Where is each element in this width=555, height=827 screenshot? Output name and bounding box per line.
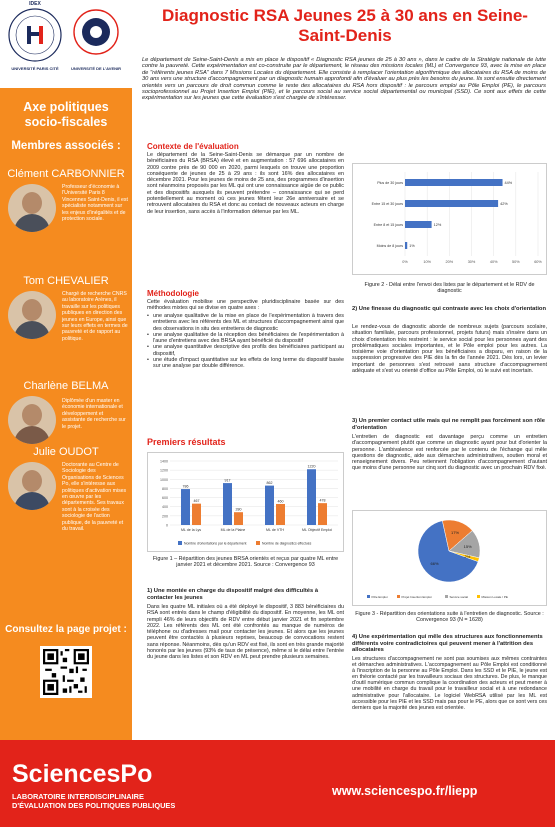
data-label: 917 [224,478,231,483]
member-bio: Doctorante au Centre de Sociologie des Organisations de Sciences Po, elle s'intéresse aux politiques d'activation mises en œuvre par les départements. Ses travaux sont à la croisée des sociologie de l'action publique, de la pauvreté et du travail. [62,462,127,533]
method-item: • une analyse qualitative de la réception des bénéficiaires de l'expérimentation à l'aune d'entretiens avec des BRSA ayant bénéficié du dispositif [147,332,344,345]
result-4-text: Les structures d'accompagnement ne sont pas soumises aux mêmes contraintes et démarches administratives. L'accompagnement au Pôle Emploi est conditionné à l'inscription de la personne au Pôle Emploi. Dans les SSD et le PIE, le jeune est en théorie contacté par les travailleurs sociaux des structures. De plus, le manque d'outil numérique commun complique la coordination des acteurs et peut mener à une mobilité en charge du travail pour le travailleur social et à une redondance administrative pour l'allocataire. Le logiciel WebRSA utilisé par les ML est accessible pour les PIE et les SSD mais pas pour le PE, alors que ce sont vers ces derniers que la majorité des jeunes est orientée. [352,656,547,711]
idex-logo [6,6,64,64]
result-3-heading: 3) Un premier contact utile mais qui ne remplit pas forcément son rôle d'orientation [352,418,545,431]
data-label: 44% [504,181,513,185]
data-label: 15% [463,543,472,549]
x-tick-label: 30% [467,260,476,264]
x-tick-label: ML Objectif Emploi [301,528,333,532]
logo-area [0,0,132,88]
bar-chart-fig1 [148,453,343,551]
method-heading: Méthodologie [147,289,199,298]
x-tick-label: 40% [489,260,498,264]
consult-text: Consultez la page projet : [5,624,127,635]
method-item: • une analyse qualitative de la mise en place de l'expérimentation à travers des entretiens avec les référents des ML et structures d'accompagnement ainsi que des observations in situ des entretiens de diagnostic [147,313,344,332]
result-2-text: Le rendez-vous de diagnostic aborde de nombreux sujets (parcours scolaire, situation familiale, parcours professionnel, projets futurs) mais s'insère dans un choix d'orientation très restreint : le service social pour les personnes ayant des problématiques sociales importantes, et le Pôle emploi pour les autres. La troisième voie d'orientation pour les bénéficiaires a disparu, en raison de la suppression progressive des PIE dès la fin de l'année 2021. Dès lors, un levier important de personnes s'est retrouvé sans structure d'accompagnement adéquate et s'est vu orienté d'office au Pôle Emploi, où le suivi est incertain. [352,324,547,375]
university-logo [70,6,122,64]
bar [405,200,498,207]
legend-swatch [367,595,370,598]
pie-chart-fig3 [353,511,546,605]
data-label: 786 [182,484,189,489]
idex-logo-text: UNIVERSITÉ PARIS CITÉ [11,66,59,71]
data-label: 862 [266,481,273,486]
bar [405,242,407,249]
member-bio: Professeur d'économie à l'Université Paris 8 Vincennes Saint-Denis, il est spécialiste notamment sur les enjeux d'inégalités et de protection sociale. [62,184,128,223]
member-photo [8,184,56,232]
figure-3-caption: Figure 3 - Répartition des orientations suite à l'entretien de diagnostic. Source : Convergence 93 (N = 1628) [355,611,544,624]
method-list [147,313,344,370]
context-text: Le département de la Seine-Saint-Denis se démarque par un nombre de bénéficiaires du RSA (BRSA) élevé et en augmentation : 57 696 allocataires en 2009 contre près de 90 000 en 2020, parmi lesquels on trouve une proportion conséquente de jeunes de 25 à 29 ans : ils sont 16% des allocataires en décembre 2021. Pour les jeunes de moins de 25 ans, des programmes d'insertion sont néanmoins proposés par les ML qui ont une connaissance aigüe de ce public et des dispositifs auxquels ils peuvent prétendre – connaissance qui se perd potentiellement au moment où ces jeunes fêtent leur 26e anniversaire et se retrouvent allocataires du RSA et donc au contact de nouveaux acteurs en charge de leur insertion, sans accès à l'information détenue par les ML. [147,152,344,215]
sidebar [0,88,132,740]
website-link[interactable]: www.sciencespo.fr/liepp [332,784,478,798]
member-photo [8,462,56,510]
data-label: 467 [193,499,200,504]
bar [276,504,285,525]
bar [192,504,201,525]
figure-3-chart [352,510,547,606]
x-tick-label: ML de la Lys [180,528,202,532]
member-photo [8,396,56,444]
result-1-heading: 1) Une montée en charge du dispositif malgré des difficultés à contacter les jeunes [147,588,319,601]
legend-swatch [397,595,400,598]
data-label: 460 [277,499,284,504]
x-tick-label: 50% [512,260,520,264]
figure-1-chart [147,452,344,552]
y-tick-label: 600 [162,496,168,501]
results-heading: Premiers résultats [147,437,226,447]
members-title: Membres associés : [11,140,121,152]
member-name: Tom CHEVALIER [23,275,109,287]
axis-title-line1: Axe politiques [23,100,109,114]
bar [307,469,316,525]
idex-logo-title: IDEX [29,1,41,7]
x-tick-label: 10% [423,260,431,264]
data-label: 17% [451,530,460,536]
bar [405,221,432,228]
sciencespo-logo: SciencesPo [12,760,153,788]
data-label: 12% [433,223,442,227]
data-label: 1220 [307,464,316,469]
x-tick-label: ML de VTH [265,528,285,532]
member-bio: Diplômée d'un master en économie internationale et développement et assistante de recherche sur le projet. [62,398,126,430]
figure-2-caption: Figure 2 - Délai entre l'envoi des listes par le département et le RDV de diagnostic [364,282,535,295]
context-heading: Contexte de l'évaluation [147,142,239,151]
y-tick-label: 1000 [160,477,168,482]
y-tick-label: Entre 8 et 15 jours [373,223,403,227]
y-tick-label: 1200 [160,468,168,473]
y-tick-label: 400 [162,505,168,510]
method-item: • une analyse quantitative descriptive des profils des bénéficiaires participant au dispositif, [147,344,344,357]
hbar-chart-fig2 [353,164,546,274]
method-intro: Cette évaluation mobilise une perspective pluridisciplinaire basée sur des méthodes mixtes qui se divise en quatre axes : [147,299,344,312]
y-tick-label: 800 [162,486,168,491]
data-label: 2% [464,553,471,559]
y-tick-label: 1400 [160,459,168,464]
legend-label: Service social [449,594,469,599]
member-name: Clément CARBONNIER [7,168,125,180]
result-3-text: L'entretien de diagnostic est davantage perçu comme un entretien d'accompagnement plutôt que comme un diagnostic ayant pour but d'orienter la personne. L'ambivalence est renforcée par le contenu de l'échange qui mêle questions de diagnostic, aide aux démarches administratives, soutien moral et renseignement divers. Peu retiennent l'obligation d'accompagnement d'autant que moins d'une personne sur cinq sort du diagnostic avec un prochain RDV fixé. [352,434,547,472]
legend-label: Mission Locale / PE [481,594,508,599]
x-tick-label: ML de la Plaine [220,528,246,532]
x-tick-label: 20% [445,260,454,264]
bar [234,512,243,525]
bar [265,486,274,525]
result-2-heading: 2) Une finesse du diagnostic qui contraste avec les choix d'orientation [352,306,547,312]
page-title: Diagnostic RSA Jeunes 25 à 30 ans en Seine-Saint-Denis [162,6,528,45]
y-tick-label: 200 [162,514,168,519]
bar [223,483,232,525]
result-1-text: Dans les quatre ML initiales où a été déployé le dispositif, 3 883 bénéficiaires du RSA sont entrés dans le champ d'éligibilité du dispositif. En moyenne, les ML ont rempli 46% de leurs objectifs de RDV entre début janvier 2021 et fin septembre 2022. Les référents des ML ont été confrontés au manque de numéros de téléphone ou d'adresses mail pour contacter les jeunes. Et alors que les jeunes peuvent être contactés à plusieurs reprises, beaucoup de convocations restent sans réponse. Néanmoins, dès qu'un RDV est fixé, ils sont en très grande majorité honorés par les jeunes (93% de taux de présence), même si le délai entre l'entrée du jeune dans les listes et son RDV en ML peut prendre plusieurs semaines. [147,604,344,661]
qr-code[interactable] [40,646,92,698]
member-bio: Chargé de recherche CNRS au laboratoire Arènes, il travaille sur les politiques publiques en direction des jeunes en Europe, ainsi que sur leurs effets en termes de pauvreté et de rapport au politique. [62,291,128,342]
data-label: 478 [319,498,326,503]
y-tick-label: Moins de 8 jours [376,244,403,248]
legend-label: Nombre d'orientations par le département [184,541,247,546]
member-photo [8,291,56,339]
legend-swatch [445,595,448,598]
data-label: 42% [500,202,508,206]
university-logo-text: UNIVERSITÉ DE L'AVENIR [71,66,121,71]
method-item: • une étude d'impact quantitative sur les effets de long terme du dispositif basée sur une analyse par double différence. [147,357,344,370]
data-label: 280 [235,507,242,512]
result-4-heading: 4) Une expérimentation qui mêle des structures aux fonctionnements différents voire contradictoires qui peuvent mener à l'attrition des allocataires [352,634,543,654]
bar [181,489,190,525]
y-tick-label: Plus de 30 jours [377,181,403,185]
laboratory-name: LABORATOIRE INTERDISCIPLINAIRE D'ÉVALUATION DES POLITIQUES PUBLIQUES [12,792,176,810]
bar [318,503,327,525]
y-tick-label: Entre 15 et 30 jours [371,202,403,206]
data-label: 66% [430,561,439,567]
legend-swatch [477,595,480,598]
intro-paragraph: Le département de Seine-Saint-Denis a mis en place le dispositif « Diagnostic RSA jeunes de 25 à 30 ans », dans le cadre de la Stratégie nationale de lutte contre la pauvreté. Cette expérimentation est co-construite par le département, le réseau des missions locales (ML) et Convergence 93, avec la mise en place de "référents jeunes RSA" dans 7 Missions Locales du département. Elle consiste à remplacer l'orientation algorithmique des allocataires du RSA de moins de 30 ans vers une structure d'accompagnement par un diagnostic humain approfondi afin d'évaluer au plus près les besoins du jeune. Ils sont ensuite directement orientés vers un parcours de droit commun comme le reste des allocataires du RSA hors dispositif : le parcours emploi au Pôle Emploi (PE), le parcours socioprofessionnel au Projet Insertion Emploi (PIE), et le parcours social au service social départemental ou municipal (SSD). Ce sont aux effets de cette expérimentation sur les jeunes que cette évaluation s'est chargée de s'intéresser. [142,57,546,102]
member-name: Charlène BELMA [23,380,109,392]
member-name: Julie OUDOT [33,446,99,458]
bar [405,179,503,186]
legend-label: Nombre de diagnostics effectués [262,541,312,546]
x-tick-label: 60% [534,260,542,264]
legend-swatch [178,541,182,545]
x-tick-label: 0% [402,260,408,264]
data-label: 1% [409,244,415,248]
y-tick-label: 0 [166,523,168,528]
figure-2-chart [352,163,547,275]
figure-1-caption: Figure 1 – Répartition des jeunes BRSA orientés et reçus par quatre ML entre janvier 2021 et décembre 2021. Source : Convergence 93 [152,556,339,569]
legend-label: Projet Insertion Emploi [401,594,432,599]
legend-label: Pôle Emploi [371,594,388,599]
axis-title-line2: socio-fiscales [24,115,108,129]
legend-swatch [256,541,260,545]
